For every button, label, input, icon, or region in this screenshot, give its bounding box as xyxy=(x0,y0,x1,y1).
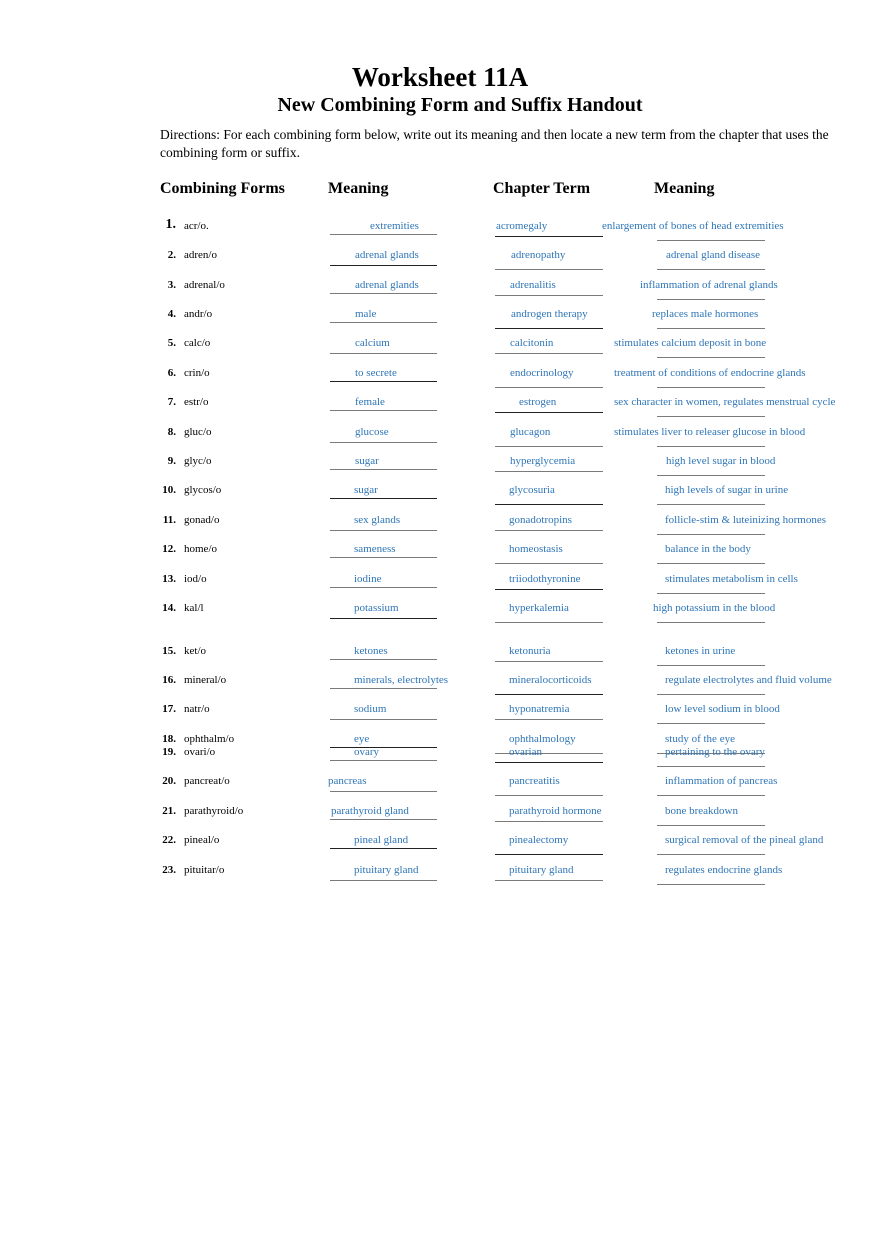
worksheet-row xyxy=(0,249,880,265)
answer-underline xyxy=(495,530,603,531)
answer-underline xyxy=(657,593,765,594)
worksheet-row xyxy=(0,775,880,791)
row-number: 18. xyxy=(162,733,176,745)
answer-underline xyxy=(330,410,437,411)
row-number: 8. xyxy=(167,426,176,438)
answer-underline xyxy=(495,236,603,237)
meaning-answer[interactable]: sugar xyxy=(354,484,378,496)
worksheet-row xyxy=(0,514,880,530)
answer-underline xyxy=(495,387,603,388)
combining-form: ket/o xyxy=(184,645,206,657)
answer-underline xyxy=(330,353,437,354)
answer-underline xyxy=(495,471,603,472)
answer-underline xyxy=(495,762,603,763)
meaning-answer[interactable]: glucose xyxy=(355,426,389,438)
answer-underline xyxy=(495,295,603,296)
answer-underline xyxy=(495,504,603,505)
answer-underline xyxy=(495,661,603,662)
meaning-answer[interactable]: adrenal glands xyxy=(355,249,419,261)
row-number: 21. xyxy=(162,805,176,817)
term-meaning-answer[interactable]: high level sugar in blood xyxy=(666,455,776,467)
chapter-term-answer[interactable]: hyperglycemia xyxy=(510,455,576,467)
chapter-term-answer[interactable]: hyponatremia xyxy=(509,703,570,715)
row-number: 7. xyxy=(167,396,176,408)
worksheet-title: Worksheet 11A xyxy=(351,62,529,92)
chapter-term-answer[interactable]: glucagon xyxy=(510,426,551,438)
answer-underline xyxy=(657,884,765,885)
worksheet-row xyxy=(0,337,880,353)
answer-underline xyxy=(657,475,765,476)
answer-underline xyxy=(330,293,437,294)
term-meaning-answer[interactable]: bone breakdown xyxy=(665,805,739,817)
meaning-answer[interactable]: parathyroid gland xyxy=(331,805,409,817)
meaning-answer[interactable]: pineal gland xyxy=(354,834,409,846)
term-meaning-answer[interactable]: high potassium in the blood xyxy=(653,602,776,614)
term-meaning-answer[interactable]: stimulates metabolism in cells xyxy=(665,573,798,585)
combining-form: gluc/o xyxy=(184,426,212,438)
combining-form: mineral/o xyxy=(184,674,227,686)
row-number: 1. xyxy=(165,217,176,232)
answer-underline xyxy=(657,622,765,623)
combining-form: estr/o xyxy=(184,396,209,408)
combining-form: gonad/o xyxy=(184,514,220,526)
worksheet-row xyxy=(0,674,880,690)
answer-underline xyxy=(657,504,765,505)
chapter-term-answer[interactable]: hyperkalemia xyxy=(509,602,569,614)
term-meaning-answer[interactable]: ketones in urine xyxy=(665,645,736,657)
worksheet-row xyxy=(0,543,880,559)
answer-underline xyxy=(657,416,765,417)
combining-form: pancreat/o xyxy=(184,775,230,787)
row-number: 10. xyxy=(162,484,176,496)
worksheet-row xyxy=(0,805,880,821)
term-meaning-answer[interactable]: stimulates calcium deposit in bone xyxy=(614,337,767,349)
answer-underline xyxy=(330,557,437,558)
answer-underline xyxy=(495,412,603,413)
row-number: 15. xyxy=(162,645,176,657)
answer-underline xyxy=(657,446,765,447)
chapter-term-answer[interactable]: homeostasis xyxy=(509,543,563,555)
answer-underline xyxy=(495,353,603,354)
meaning-answer[interactable]: eye xyxy=(354,733,370,745)
row-number: 9. xyxy=(167,455,176,467)
column-header-combining-forms: Combining Forms xyxy=(160,180,285,197)
term-meaning-answer[interactable]: inflammation of adrenal glands xyxy=(640,279,778,291)
answer-underline xyxy=(657,665,765,666)
row-number: 4. xyxy=(167,308,176,320)
answer-underline xyxy=(330,760,437,761)
worksheet-row xyxy=(0,484,880,500)
answer-underline xyxy=(657,723,765,724)
answer-underline xyxy=(495,269,603,270)
term-meaning-answer[interactable]: sex character in women, regulates menstrual cycle xyxy=(614,396,836,408)
combining-form: iod/o xyxy=(184,573,207,585)
meaning-answer[interactable]: extremities xyxy=(370,220,419,232)
chapter-term-answer[interactable]: parathyroid hormone xyxy=(509,805,602,817)
meaning-answer[interactable]: sodium xyxy=(354,703,387,715)
term-meaning-answer[interactable]: adrenal gland disease xyxy=(666,249,761,261)
chapter-term-answer[interactable]: adrenalitis xyxy=(510,279,556,291)
meaning-answer[interactable]: sex glands xyxy=(354,514,401,526)
answer-underline xyxy=(657,387,765,388)
term-meaning-answer[interactable]: surgical removal of the pineal gland xyxy=(665,834,824,846)
combining-form: natr/o xyxy=(184,703,210,715)
meaning-answer[interactable]: calcium xyxy=(355,337,390,349)
worksheet-row xyxy=(0,834,880,850)
chapter-term-answer[interactable]: gonadotropins xyxy=(509,514,572,526)
chapter-term-answer[interactable]: androgen therapy xyxy=(511,308,588,320)
term-meaning-answer[interactable]: pertaining to the ovary xyxy=(665,746,765,758)
meaning-answer[interactable]: adrenal glands xyxy=(355,279,419,291)
combining-form: glycos/o xyxy=(184,484,222,496)
answer-underline xyxy=(495,328,603,329)
term-meaning-answer[interactable]: inflammation of pancreas xyxy=(665,775,778,787)
combining-form: glyc/o xyxy=(184,455,212,467)
combining-form: kal/l xyxy=(184,602,204,614)
meaning-answer[interactable]: to secrete xyxy=(355,367,397,379)
answer-underline xyxy=(657,534,765,535)
combining-form: crin/o xyxy=(184,367,210,379)
combining-form: ophthalm/o xyxy=(184,733,235,745)
answer-underline xyxy=(495,694,603,695)
term-meaning-answer[interactable]: regulates endocrine glands xyxy=(665,864,783,876)
column-header-chapter-term: Chapter Term xyxy=(493,180,591,197)
answer-underline xyxy=(330,498,437,499)
chapter-term-answer[interactable]: calcitonin xyxy=(510,337,554,349)
chapter-term-answer[interactable]: endocrinology xyxy=(510,367,574,379)
answer-underline xyxy=(495,795,603,796)
row-number: 5. xyxy=(167,337,176,349)
answer-underline xyxy=(495,854,603,855)
chapter-term-answer[interactable]: estrogen xyxy=(519,396,557,408)
row-number: 16. xyxy=(162,674,176,686)
row-number: 22. xyxy=(162,834,176,846)
chapter-term-answer[interactable]: glycosuria xyxy=(509,484,555,496)
chapter-term-answer[interactable]: ovarian xyxy=(509,746,542,758)
chapter-term-answer[interactable]: ketonuria xyxy=(509,645,551,657)
answer-underline xyxy=(330,442,437,443)
combining-form: home/o xyxy=(184,543,217,555)
answer-underline xyxy=(495,589,603,590)
answer-underline xyxy=(330,618,437,619)
combining-form: ovari/o xyxy=(184,746,216,758)
meaning-answer[interactable]: pituitary gland xyxy=(354,864,419,876)
row-number: 3. xyxy=(167,279,176,291)
answer-underline xyxy=(330,848,437,849)
row-number: 13. xyxy=(162,573,176,585)
term-meaning-answer[interactable]: enlargement of bones of head extremities xyxy=(602,220,784,232)
worksheet-subtitle: New Combining Form and Suffix Handout xyxy=(277,94,643,116)
answer-underline xyxy=(657,357,765,358)
worksheet-row xyxy=(0,308,880,324)
worksheet-row xyxy=(0,746,880,762)
meaning-answer[interactable]: female xyxy=(355,396,385,408)
worksheet-row xyxy=(0,703,880,719)
combining-form: acr/o. xyxy=(184,220,209,232)
worksheet-row xyxy=(0,573,880,589)
row-number: 12. xyxy=(162,543,176,555)
answer-underline xyxy=(495,821,603,822)
answer-underline xyxy=(330,234,437,235)
row-number: 17. xyxy=(162,703,176,715)
answer-underline xyxy=(657,825,765,826)
answer-underline xyxy=(495,446,603,447)
combining-form: pineal/o xyxy=(184,834,220,846)
row-number: 20. xyxy=(162,775,176,787)
row-number: 2. xyxy=(167,249,176,261)
answer-underline xyxy=(657,766,765,767)
answer-underline xyxy=(330,587,437,588)
worksheet-row xyxy=(0,455,880,471)
term-meaning-answer[interactable]: treatment of conditions of endocrine glands xyxy=(614,367,806,379)
chapter-term-answer[interactable]: pituitary gland xyxy=(509,864,574,876)
answer-underline xyxy=(330,688,437,689)
answer-underline xyxy=(330,719,437,720)
term-meaning-answer[interactable]: replaces male hormones xyxy=(652,308,759,320)
answer-underline xyxy=(330,530,437,531)
chapter-term-answer[interactable]: adrenopathy xyxy=(511,249,566,261)
worksheet-row xyxy=(0,426,880,442)
chapter-term-answer[interactable]: triiodothyronine xyxy=(509,573,581,585)
answer-underline xyxy=(330,322,437,323)
answer-underline xyxy=(495,622,603,623)
row-number: 23. xyxy=(162,864,176,876)
directions-text: Directions: For each combining form below, write out its meaning and then locate a new term from the chapter that uses the combining form or suffix. xyxy=(160,127,829,160)
row-number: 11. xyxy=(162,514,176,526)
worksheet-row xyxy=(0,279,880,295)
term-meaning-answer[interactable]: high levels of sugar in urine xyxy=(665,484,789,496)
answer-underline xyxy=(495,719,603,720)
answer-underline xyxy=(657,299,765,300)
answer-underline xyxy=(330,469,437,470)
row-number: 6. xyxy=(167,367,176,379)
chapter-term-answer[interactable]: pancreatitis xyxy=(509,775,560,787)
combining-form: pituitar/o xyxy=(184,864,225,876)
meaning-answer[interactable]: potassium xyxy=(354,602,399,614)
chapter-term-answer[interactable]: pinealectomy xyxy=(509,834,569,846)
combining-form: adrenal/o xyxy=(184,279,225,291)
combining-form: parathyroid/o xyxy=(184,805,244,817)
answer-underline xyxy=(657,795,765,796)
worksheet-row xyxy=(0,217,880,236)
meaning-answer[interactable]: sugar xyxy=(355,455,379,467)
answer-underline xyxy=(330,659,437,660)
column-header-term-meaning: Meaning xyxy=(654,180,715,197)
meaning-answer[interactable]: ovary xyxy=(354,746,380,758)
answer-underline xyxy=(657,854,765,855)
combining-form: andr/o xyxy=(184,308,213,320)
answer-underline xyxy=(657,563,765,564)
combining-form: adren/o xyxy=(184,249,217,261)
answer-underline xyxy=(330,880,437,881)
answer-underline xyxy=(495,563,603,564)
row-number: 14. xyxy=(162,602,176,614)
worksheet-row xyxy=(0,864,880,880)
worksheet-row xyxy=(0,602,880,618)
term-meaning-answer[interactable]: stimulates liver to releaser glucose in blood xyxy=(614,426,806,438)
chapter-term-answer[interactable]: ophthalmology xyxy=(509,733,576,745)
answer-underline xyxy=(330,381,437,382)
meaning-answer[interactable]: pancreas xyxy=(328,775,367,787)
worksheet-row xyxy=(0,645,880,661)
meaning-answer[interactable]: minerals, electrolytes xyxy=(354,674,449,686)
worksheet-row xyxy=(0,396,880,412)
combining-form: calc/o xyxy=(184,337,211,349)
term-meaning-answer[interactable]: follicle-stim & luteinizing hormones xyxy=(665,514,826,526)
answer-underline xyxy=(330,791,437,792)
worksheet-row xyxy=(0,367,880,383)
column-header-meaning: Meaning xyxy=(328,180,389,197)
answer-underline xyxy=(657,240,765,241)
row-number: 19. xyxy=(162,746,176,758)
chapter-term-answer[interactable]: mineralocorticoids xyxy=(509,674,592,686)
answer-underline xyxy=(657,328,765,329)
answer-underline xyxy=(330,265,437,266)
answer-underline xyxy=(330,819,437,820)
answer-underline xyxy=(495,880,603,881)
term-meaning-answer[interactable]: study of the eye xyxy=(665,733,735,745)
meaning-answer[interactable]: sameness xyxy=(354,543,396,555)
meaning-answer[interactable]: ketones xyxy=(354,645,388,657)
term-meaning-answer[interactable]: balance in the body xyxy=(665,543,751,555)
term-meaning-answer[interactable]: regulate electrolytes and fluid volume xyxy=(665,674,832,686)
answer-underline xyxy=(657,269,765,270)
answer-underline xyxy=(657,694,765,695)
term-meaning-answer[interactable]: low level sodium in blood xyxy=(665,703,780,715)
chapter-term-answer[interactable]: acromegaly xyxy=(496,220,548,232)
meaning-answer[interactable]: iodine xyxy=(354,573,382,585)
meaning-answer[interactable]: male xyxy=(355,308,377,320)
